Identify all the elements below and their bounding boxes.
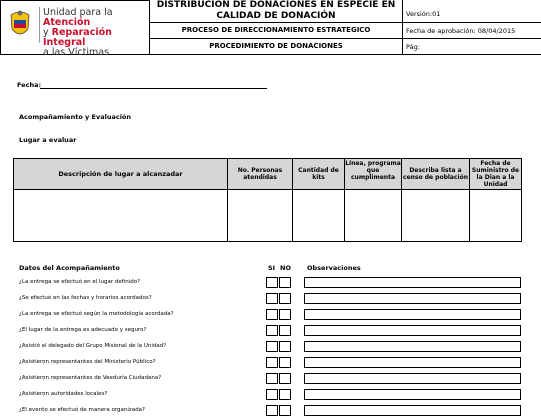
observations-field[interactable] <box>304 405 521 416</box>
document-title <box>149 0 403 23</box>
approval-date: Fecha de aprobación: 08/04/2015 <box>402 22 541 39</box>
logo <box>0 0 150 58</box>
col-si-label: SI <box>268 264 276 272</box>
checklist-question: ¿El evento se efectuó de manera organizada? <box>19 407 145 413</box>
no-checkbox[interactable] <box>279 309 291 320</box>
si-checkbox[interactable] <box>266 325 278 336</box>
title-line2: CALIDAD DE DONACIÓN <box>216 10 336 21</box>
checklist-question: ¿Asistió el delegado del Grupo Misional de la Unidad? <box>19 343 167 349</box>
version-label: Versión:01 <box>402 0 541 23</box>
process-name: PROCESO DE DIRECCIONAMIENTO ESTRATEGICO <box>149 22 403 39</box>
no-checkbox[interactable] <box>279 277 291 288</box>
logo-wordmark <box>43 8 149 58</box>
places-label: Lugar a evaluar <box>19 136 77 144</box>
si-checkbox[interactable] <box>266 309 278 320</box>
checklist-question: ¿Asistieron representantes de Veeduría Ciudadana? <box>19 375 162 381</box>
procedure-name: PROCEDIMIENTO DE DONACIONES <box>149 38 403 55</box>
no-checkbox[interactable] <box>279 325 291 336</box>
si-checkbox[interactable] <box>266 341 278 352</box>
col-no-label: NO <box>280 264 291 272</box>
logo-line2: y <box>43 27 52 38</box>
cell-kits[interactable] <box>292 189 345 242</box>
cell-supply-date[interactable] <box>469 189 522 242</box>
logo-line1-accent: Atención <box>43 17 91 28</box>
observations-field[interactable] <box>304 389 521 400</box>
no-checkbox[interactable] <box>279 405 291 416</box>
cell-census[interactable] <box>401 189 470 242</box>
observations-field[interactable] <box>304 373 521 384</box>
logo-line2-accent: Reparación Integral <box>43 27 112 48</box>
checklist-question: ¿La entrega se efectuó en el lugar definido? <box>19 279 141 285</box>
col-observations-label: Observaciones <box>307 264 361 272</box>
checklist-question: ¿El lugar de la entrega es adecuado y seguro? <box>19 327 147 333</box>
observations-field[interactable] <box>304 341 521 352</box>
observations-field[interactable] <box>304 325 521 336</box>
logo-line3: a las Víctimas <box>43 47 110 58</box>
col-header-census: Describa lista a censo de población <box>401 158 470 190</box>
title-line1: DISTRIBUCIÓN DE DONACIONES EN ESPECIE EN <box>156 0 396 10</box>
col-header-supply-date: Fecha de Suministro de la Dian a la Unidad <box>469 158 522 190</box>
observations-field[interactable] <box>304 293 521 304</box>
checklist-question: ¿La entrega se efectuó según la metodología acordada? <box>19 311 174 317</box>
observations-field[interactable] <box>304 277 521 288</box>
no-checkbox[interactable] <box>279 341 291 352</box>
cell-program[interactable] <box>344 189 402 242</box>
date-label: Fecha: <box>17 81 42 89</box>
checklist-question: ¿Asistieron representantes del Ministerio Público? <box>19 359 156 365</box>
col-header-description: Descripción de lugar a alcanzadar <box>13 158 228 190</box>
col-header-program: Línea, programa que cumplimenta <box>344 158 402 190</box>
cell-people[interactable] <box>227 189 293 242</box>
logo-divider <box>39 7 40 43</box>
si-checkbox[interactable] <box>266 293 278 304</box>
observations-field[interactable] <box>304 357 521 368</box>
logo-line1: Unidad para la <box>43 7 113 18</box>
si-checkbox[interactable] <box>266 373 278 384</box>
no-checkbox[interactable] <box>279 373 291 384</box>
no-checkbox[interactable] <box>279 389 291 400</box>
si-checkbox[interactable] <box>266 357 278 368</box>
col-header-kits: Cantidad de kits <box>292 158 345 190</box>
checklist-question: ¿Se efectuó en las fechas y horarios acordados? <box>19 295 152 301</box>
section-title: Acompañamiento y Evaluación <box>19 113 132 121</box>
page-label: Pág: <box>402 38 541 55</box>
checklist-question: ¿Asistieron autoridades locales? <box>19 391 108 397</box>
observations-field[interactable] <box>304 309 521 320</box>
date-field[interactable] <box>40 80 267 89</box>
coat-of-arms-icon <box>7 9 33 41</box>
cell-description[interactable] <box>13 189 228 242</box>
si-checkbox[interactable] <box>266 389 278 400</box>
si-checkbox[interactable] <box>266 277 278 288</box>
no-checkbox[interactable] <box>279 357 291 368</box>
checklist-title: Datos del Acompañamiento <box>19 264 120 272</box>
si-checkbox[interactable] <box>266 405 278 416</box>
col-header-people: No. Personas atendidas <box>227 158 293 190</box>
no-checkbox[interactable] <box>279 293 291 304</box>
